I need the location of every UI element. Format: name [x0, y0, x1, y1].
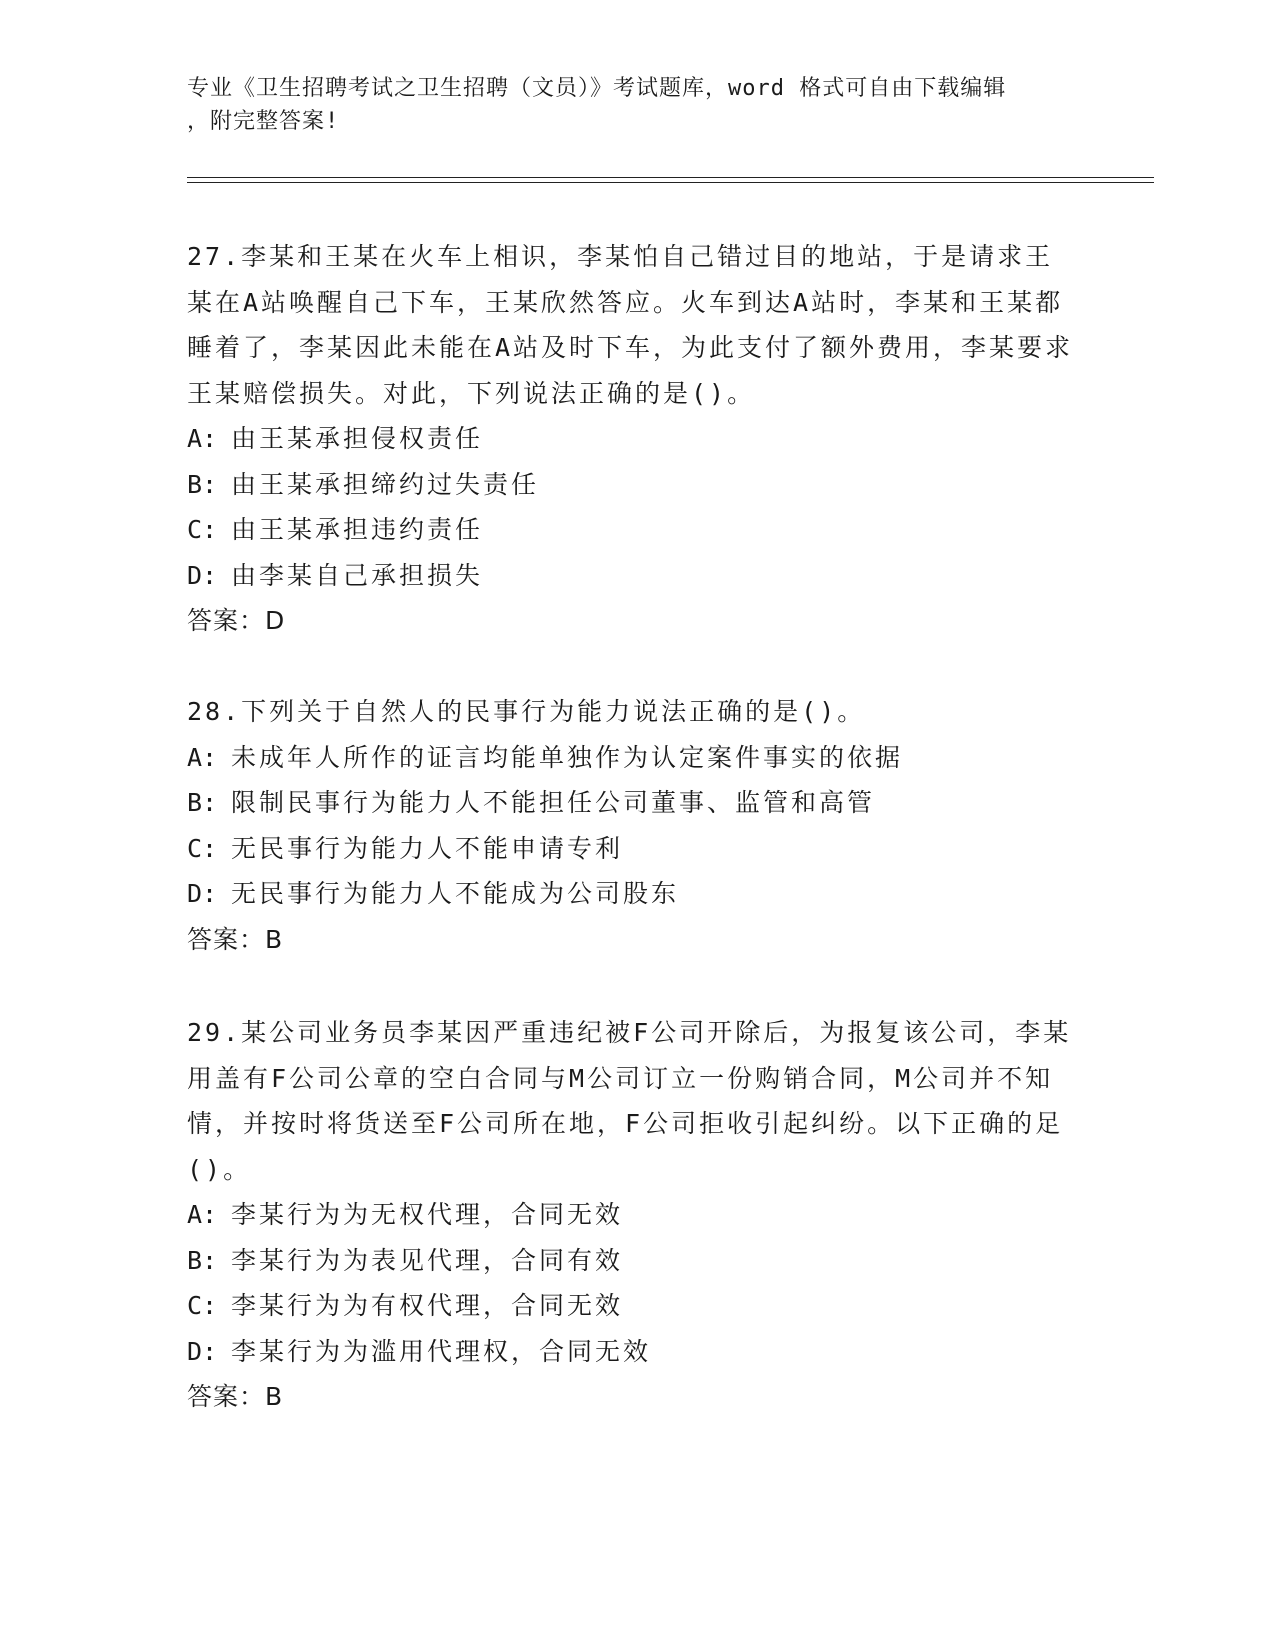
header-line-1: 专业《卫生招聘考试之卫生招聘（文员）》考试题库，word 格式可自由下载编辑 — [187, 76, 1007, 101]
option-letter: D: — [187, 1336, 218, 1366]
option-a — [187, 1192, 1077, 1238]
option-text: 由王某承担侵权责任 — [231, 424, 484, 453]
header-line-2: ，附完整答案! — [187, 109, 340, 134]
option-text: 李某行为为滥用代理权，合同无效 — [231, 1336, 652, 1366]
header-divider-top — [187, 177, 1154, 178]
option-letter: C: — [187, 833, 218, 863]
option-c — [187, 826, 1077, 872]
option-letter: C: — [187, 1291, 218, 1320]
option-letter: B: — [187, 788, 218, 817]
option-letter: B: — [187, 469, 218, 499]
question-stem: 28.下列关于自然人的民事行为能力说法正确的是()。 — [187, 697, 866, 726]
answer-label: 答案：D — [187, 606, 286, 635]
option-a — [187, 735, 1077, 781]
header-divider-bottom — [187, 182, 1154, 183]
option-letter: A: — [187, 1200, 218, 1229]
option-c — [187, 1283, 1077, 1329]
option-text: 由李某自己承担损失 — [231, 560, 484, 590]
option-text: 李某行为为无权代理，合同无效 — [231, 1200, 624, 1229]
option-b — [187, 462, 1077, 508]
option-b — [187, 780, 1077, 826]
answer-label: 答案：B — [187, 924, 284, 954]
answer-label: 答案：B — [187, 1382, 284, 1411]
question-stem: 27.李某和王某在火车上相识，李某怕自己错过目的地站，于是请求王某在A站唤醒自己下车，王某欣然答应。火车到达A站时，李某和王某都睡着了，李某因此未能在A站及时下车，为此支付了额外费用，李某要求王某赔偿损失。对此，下列说法正确的是()。 — [187, 242, 1074, 408]
question-29 — [187, 1010, 1077, 1420]
option-a — [187, 416, 1077, 462]
option-text: 由王某承担缔约过失责任 — [231, 469, 540, 499]
option-text: 李某行为为表见代理，合同有效 — [231, 1245, 624, 1275]
option-text: 限制民事行为能力人不能担任公司董事、监管和高管 — [231, 788, 876, 817]
option-d — [187, 1329, 1077, 1375]
option-d — [187, 871, 1077, 917]
option-letter: D: — [187, 560, 218, 590]
option-d — [187, 553, 1077, 599]
question-stem: 29.某公司业务员李某因严重违纪被F公司开除后，为报复该公司，李某用盖有F公司公章的空白合同与M公司订立一份购销合同，M公司并不知情，并按时将货送至F公司所在地，F公司拒收引起纠纷。以下正确的足()。 — [187, 1018, 1072, 1184]
option-letter: A: — [187, 742, 218, 772]
option-b — [187, 1238, 1077, 1284]
option-letter: B: — [187, 1245, 218, 1275]
option-c — [187, 507, 1077, 553]
question-27 — [187, 234, 1077, 644]
question-28 — [187, 689, 1077, 962]
option-text: 李某行为为有权代理，合同无效 — [231, 1291, 624, 1320]
option-text: 无民事行为能力人不能申请专利 — [231, 833, 624, 863]
option-letter: D: — [187, 879, 218, 908]
option-text: 无民事行为能力人不能成为公司股东 — [231, 879, 680, 908]
option-text: 未成年人所作的证言均能单独作为认定案件事实的依据 — [231, 742, 904, 772]
option-letter: A: — [187, 424, 218, 453]
document-header — [187, 72, 1067, 138]
option-letter: C: — [187, 515, 218, 544]
option-text: 由王某承担违约责任 — [231, 515, 484, 544]
